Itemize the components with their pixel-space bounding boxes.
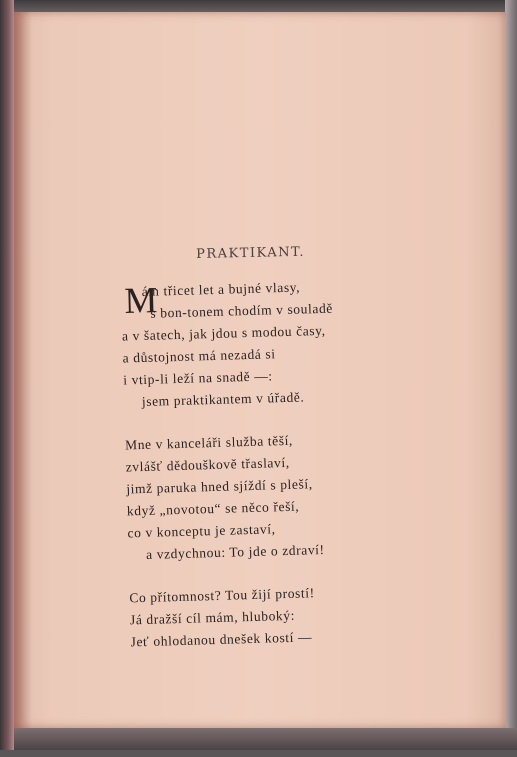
poem-line: i vtip-li leží na snadě —: bbox=[123, 368, 273, 388]
poem-line: a vzdychnou: To jde o zdraví! bbox=[145, 541, 325, 562]
poem-line: Já dražší cíl mám, hluboký: bbox=[129, 607, 296, 628]
poem-line: Co přítomnost? Tou žijí prostí! bbox=[129, 585, 315, 606]
poem-line: ám třicet let a bujné vlasy, bbox=[141, 279, 301, 299]
poem-line: co v konceptu je zastaví, bbox=[127, 521, 276, 541]
drop-cap-letter: M bbox=[123, 280, 158, 322]
poem-line: s bon-tonem chodím v souladě bbox=[150, 300, 334, 321]
poem-line: zvlášť dědouškově třaslaví, bbox=[125, 454, 290, 475]
poem-line: jsem praktikantem v úřadě. bbox=[141, 389, 305, 410]
poem-line: a důstojnost má nezadá si bbox=[122, 346, 276, 366]
poem-line: Jeť ohlodanou dnešek kostí — bbox=[130, 629, 313, 650]
poem-line: a v šatech, jak jdou s modou časy, bbox=[121, 322, 326, 344]
poem-title: PRAKTIKANT. bbox=[196, 244, 306, 262]
poem-line: Mne v kanceláři služba těší, bbox=[124, 432, 294, 453]
poem-line: když „novotou“ se něco řeší, bbox=[126, 498, 300, 519]
poem-line: jimž paruka hned sjíždí s pleší, bbox=[126, 476, 313, 497]
